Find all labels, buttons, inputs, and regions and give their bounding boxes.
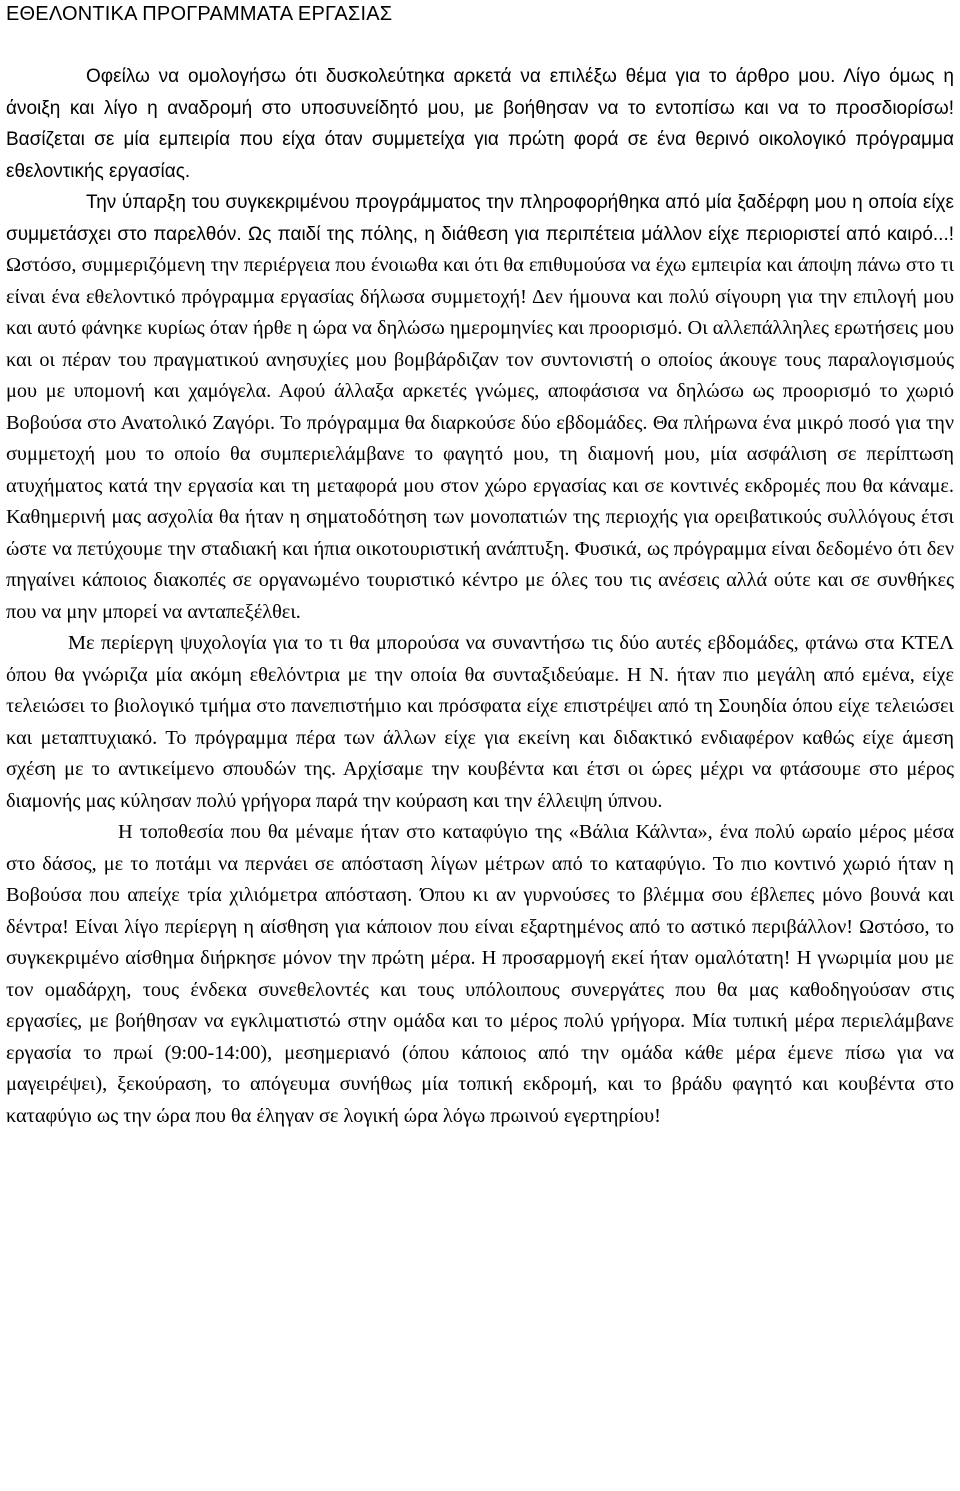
paragraph-3: [6, 628, 954, 817]
paragraph-2: [6, 187, 954, 628]
paragraph-4-run-1: Η τοποθεσία που θα μέναμε ήταν στο καταφύγιο της «Βάλια Κάλντα», ένα πολύ ωραίο μέρος μέσα στο δάσος, με το ποτάμι να περνάει σε απόσταση λίγων μέτρων από το καταφύγιο. Το πιο κοντινό χωριό ήταν η Βοβούσα που απείχε τρία χιλιόμετρα απόσταση. Όπου κι αν γυρνούσες το βλέμμα σου έβλεπες μόνο βουνά και δέντρα! Είναι λίγο περίεργη η αίσθηση για κάποιον που είναι εξαρτημένος από το αστικό περιβάλλον! Ωστόσο, το συγκεκριμένο αίσθημα διήρκησε μόνον την πρώτη μέρα. Η προσαρμογή εκεί ήταν ομαλότατη! Η γνωριμία μου με τον ομαδάρχη, τους ένδεκα συνεθελοντές και τους υπόλοιπους συνεργάτες που θα μας καθοδηγούσαν στις εργασίες, με βοήθησαν να εγκλιματιστώ στην ομάδα και το μέρος πολύ γρήγορα. Μία τυπική μέρα περιελάμβανε εργασία το πρωί (9:00-14:00), μεσημεριανό (όπου κάποιος από την ομάδα κάθε μέρα έμενε πίσω για να μαγειρέψει), ξεκούραση, το απόγευμα συνήθως μία τοπική εκδρομή, και το βράδυ φαγητό και κουβέντα στο καταφύγιο ως την ώρα που θα έληγαν σε λογική ώρα λόγω πρωινού εγερτηρίου!: [6, 821, 954, 1127]
paragraph-2-run-2: Ωστόσο, συμμεριζόμενη την περιέργεια που ένοιωθα και ότι θα επιθυμούσα να έχω εμπειρία και άποψη πάνω στο τι είναι ένα εθελοντικό πρόγραμμα εργασίας δήλωσα συμμετοχή! Δεν ήμουνα και πολύ σίγουρη για την επιλογή μου και αυτό φάνηκε κυρίως όταν ήρθε η ώρα να δηλώσω ημερομηνίες και προορισμό. Οι αλλεπάλληλες ερωτήσεις μου και οι πέραν του πραγματικού ανησυχίες μου βομβάρδιζαν τον συντονιστή ο οποίος άκουγε τους παραλογισμούς μου με υπομονή και χαμόγελα. Αφού άλλαξα αρκετές γνώμες, αποφάσισα να δηλώσω ως προορισμό το χωριό Βοβούσα στο Ανατολικό Ζαγόρι. Το πρόγραμμα θα διαρκούσε δύο εβδομάδες. Θα πλήρωνα ένα μικρό ποσό για την συμμετοχή μου το οποίο θα συμπεριελάμβανε το φαγητό μου, τη διαμονή μου, μία ασφάλιση σε περίπτωση ατυχήματος κατά την εργασία και τη μεταφορά μου στον χώρο εργασίας και σε κοντινές εκδρομές που θα κάναμε. Καθημερινή μας ασχολία θα ήταν η σηματοδότηση των μονοπατιών της περιοχής για ορειβατικούς συλλόγους έτσι ώστε να πετύχουμε την σταδιακή και ήπια οικοτουριστική ανάπτυξη. Φυσικά, ως πρόγραμμα είναι δεδομένο ότι δεν πηγαίνει κάποιος διακοπές σε οργανωμένο τουριστικό κέντρο με όλες του τις ανέσεις αλλά ούτε και σε συνθήκες που να μην μπορεί να ανταπεξέλθει.: [6, 254, 954, 623]
paragraph-1: [6, 61, 954, 187]
paragraph-4: [6, 817, 954, 1132]
document-title: ΕΘΕΛΟΝΤΙΚΑ ΠΡΟΓΡΑΜΜΑΤΑ ΕΡΓΑΣΙΑΣ: [6, 3, 393, 25]
paragraph-2-run-1: Την ύπαρξη του συγκεκριμένου προγράμματος την πληροφορήθηκα από μία ξαδέρφη μου η οποία είχε συμμετάσχει στο παρελθόν. Ως παιδί της πόλης, η διάθεση για περιπέτεια μάλλον είχε περιοριστεί από καιρό...!: [6, 192, 954, 245]
paragraph-3-run-1: Με περίεργη ψυχολογία για το τι θα μπορούσα να συναντήσω τις δύο αυτές εβδομάδες, φτάνω στα ΚΤΕΛ όπου θα γνώριζα μία ακόμη εθελόντρια με την οποία θα συνταξιδεύαμε. Η Ν. ήταν πιο μεγάλη από εμένα, είχε τελειώσει το βιολογικό τμήμα στο πανεπιστήμιο και πρόσφατα είχε επιστρέψει από τη Σουηδία όπου είχε τελειώσει και μεταπτυχιακό. Το πρόγραμμα πέρα των άλλων είχε για εκείνη και διδακτικό ενδιαφέρον καθώς είχε άμεση σχέση με το αντικείμενο σπουδών της. Αρχίσαμε την κουβέντα και έτσι οι ώρες μέχρι να φτάσουμε στο μέρος διαμονής μας κύλησαν πολύ γρήγορα παρά την κούραση και την έλλειψη ύπνου.: [6, 632, 954, 812]
paragraph-1-run-1: Οφείλω να ομολογήσω ότι δυσκολεύτηκα αρκετά να επιλέξω θέμα για το άρθρο μου. Λίγο όμως η άνοιξη και λίγο η αναδρομή στο υποσυνείδητό μου, με βοήθησαν να το εντοπίσω και να το προσδιορίσω! Βασίζεται σε μία εμπειρία που είχα όταν συμμετείχα για πρώτη φορά σε ένα θερινό οικολογικό πρόγραμμα εθελοντικής εργασίας.: [6, 66, 954, 182]
document-body: [6, 61, 954, 1132]
